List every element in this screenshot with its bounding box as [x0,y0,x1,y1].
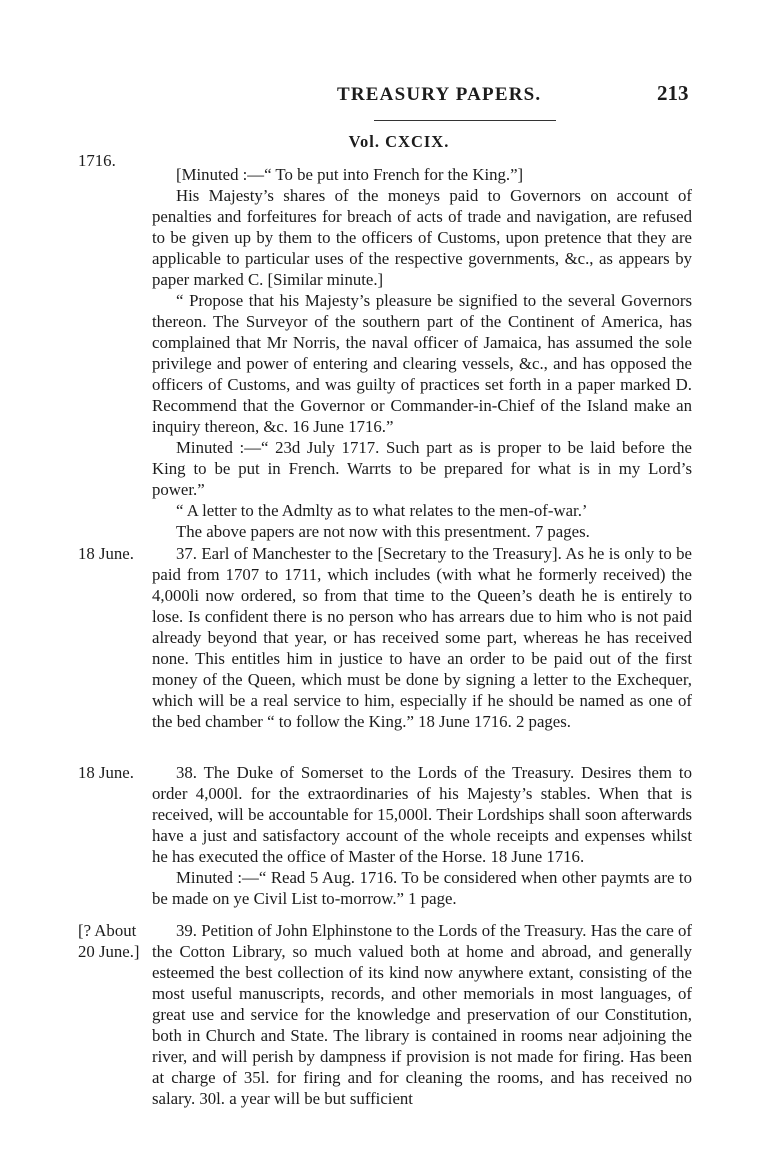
paragraph: 37. Earl of Manchester to the [Secretary to the Treasury]. As he is only to be paid from 1707 to 1711, which includes (with what he formerly received) the 4,000li now ordered, so from that time to the Queen’s death he is entirely to lose. Is confident there is no person who has arrears due to him who is not paid already beyond that year, or has received some part, whereas he has received none. This entitles him in justice to have an order to be paid out of the first money of the Queen, which must be done by signing a letter to the Exchequer, which will be a real service to him, especially if he should be named as one of the bed chamber “ to follow the King.” 18 June 1716. 2 pages. [152,544,692,731]
paragraph: Minuted :—“ 23d July 1717. Such part as is proper to be laid before the King to be put in French. Warrts to be prepared for what is in my Lord’s power.” [152,438,692,499]
paragraph: [Minuted :—“ To be put into French for the King.”] [176,165,524,184]
paragraph: “ A letter to the Admlty as to what relates to the men-of-war.’ [176,501,588,520]
page-header [0,81,768,118]
entry-text [152,920,692,1109]
page-number: 213 [657,81,689,105]
paragraph: “ Propose that his Majesty’s pleasure be signified to the several Governors thereon. The Surveyor of the southern part of the Continent of America, has complained that Mr Norris, the naval officer of Jamaica, has assumed the sole privilege and power of entering and clearing vessels, &c., and has opposed the officers of Customs, and was guilty of practices set forth in a paper marked D. Recommend that the Governor or Commander-in-Chief of the Island make an inquiry thereon, &c. 16 June 1716.” [152,291,692,436]
margin-date: 18 June. [78,763,134,782]
entry-text [152,762,692,909]
paragraph: The above papers are not now with this presentment. 7 pages. [176,522,590,541]
margin-date: [? About 20 June.] [78,921,140,961]
volume-heading: Vol. CXCIX. [348,132,450,151]
entry-text [152,543,692,732]
paragraph: Minuted :—“ Read 5 Aug. 1716. To be considered when other paymts are to be made on ye Civil List to-morrow.” 1 page. [152,868,692,908]
margin-date: 18 June. [78,544,134,563]
running-title: TREASURY PAPERS. [337,84,542,105]
paragraph: His Majesty’s shares of the moneys paid to Governors on account of penalties and forfeitures for breach of acts of trade and navigation, are refused to be given up by them to the officers of Customs, upon pretence that they are applicable to particular uses of the respective governments, &c., as appears by paper marked C. [Similar minute.] [152,186,692,289]
paragraph: 38. The Duke of Somerset to the Lords of the Treasury. Desires them to order 4,000l. for the extraordinaries of his Majesty’s stables. When that is received, will be accountable for 15,000l. Their Lordships shall soon afterwards have a just and satisfactory account of the whole receipts and expenses whilst he has executed the office of Master of the Horse. 18 June 1716. [152,763,692,866]
header-rule [374,120,556,121]
paragraph: 39. Petition of John Elphinstone to the Lords of the Treasury. Has the care of the Cotton Library, so much valued both at home and abroad, and generally esteemed the best collection of its kind now anywhere extant, consisting of the most useful manuscripts, records, and other memorials in most languages, of great use and service for the knowledge and preservation of our Constitution, both in Church and State. The library is contained in rooms near adjoining the river, and will perish by dampness if provision is not made for firing. Has been at charge of 35l. for firing and for cleaning the rooms, and has received no salary. 30l. a year will be but sufficient [152,921,692,1108]
entry-text [152,164,692,542]
margin-date: 1716. [78,151,116,170]
